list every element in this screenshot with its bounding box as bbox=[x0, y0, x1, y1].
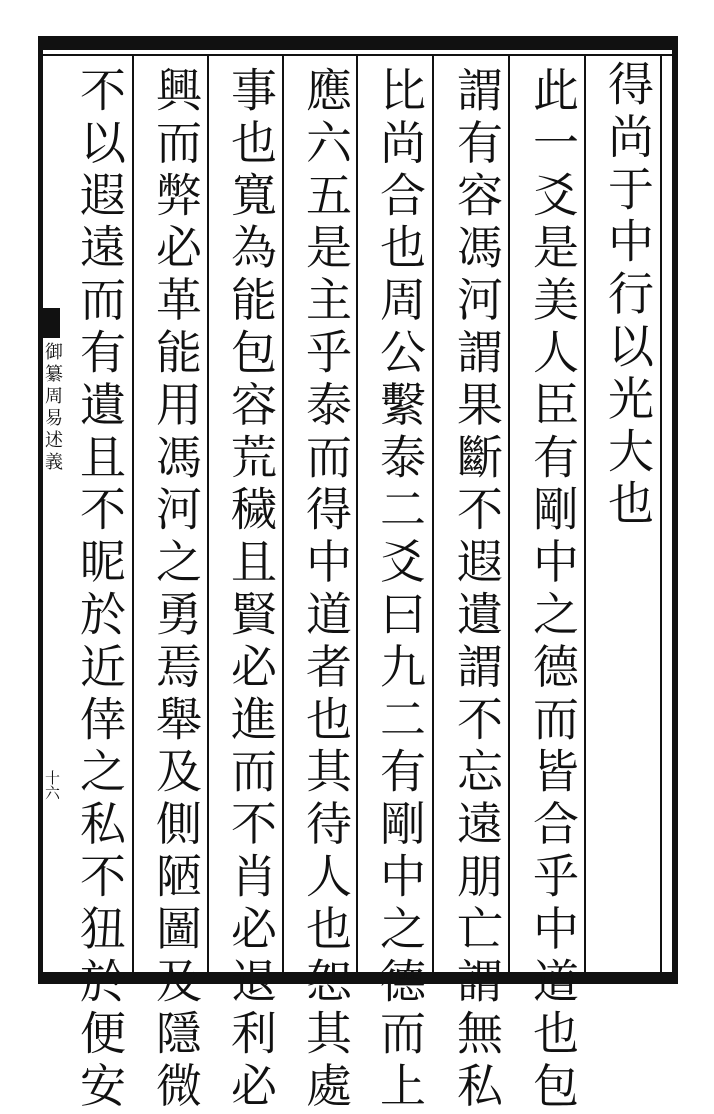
top-border bbox=[38, 36, 678, 50]
margin-book-title: 御纂周易述義 bbox=[42, 342, 63, 474]
page-number: 十六 bbox=[43, 770, 61, 800]
fishtail-mark bbox=[38, 308, 60, 338]
text-column-7: 興而弊必革能用馮河之勇焉舉及側陋圖及隱微 bbox=[149, 66, 203, 1114]
text-column-3: 謂有容馮河謂果斷不遐遺謂不忘遠朋亡謂無私 bbox=[450, 66, 504, 1114]
text-column-4: 比尚合也周公繫泰二爻曰九二有剛中之德而上 bbox=[373, 66, 427, 1114]
column-divider bbox=[508, 54, 510, 972]
right-outer-border bbox=[672, 36, 678, 984]
text-column-2: 此一爻是美人臣有剛中之德而皆合乎中道也包 bbox=[526, 66, 580, 1114]
column-divider bbox=[356, 54, 358, 972]
text-column-1: 得尚于中行以光大也 bbox=[601, 60, 655, 532]
right-inner-border bbox=[660, 54, 662, 972]
text-column-5: 應六五是主乎泰而得中道者也其待人也恕其處 bbox=[299, 66, 353, 1114]
column-divider bbox=[207, 54, 209, 972]
column-divider bbox=[282, 54, 284, 972]
text-column-6: 事也寬為能包容荒穢且賢必進而不肖必退利必 bbox=[224, 66, 278, 1114]
column-divider bbox=[132, 54, 134, 972]
left-border bbox=[38, 36, 43, 984]
text-column-8: 不以遐遠而有遺且不昵於近倖之私不狃於便安 bbox=[73, 66, 127, 1114]
column-divider bbox=[584, 54, 586, 972]
top-inner-border bbox=[38, 54, 678, 56]
column-divider bbox=[432, 54, 434, 972]
